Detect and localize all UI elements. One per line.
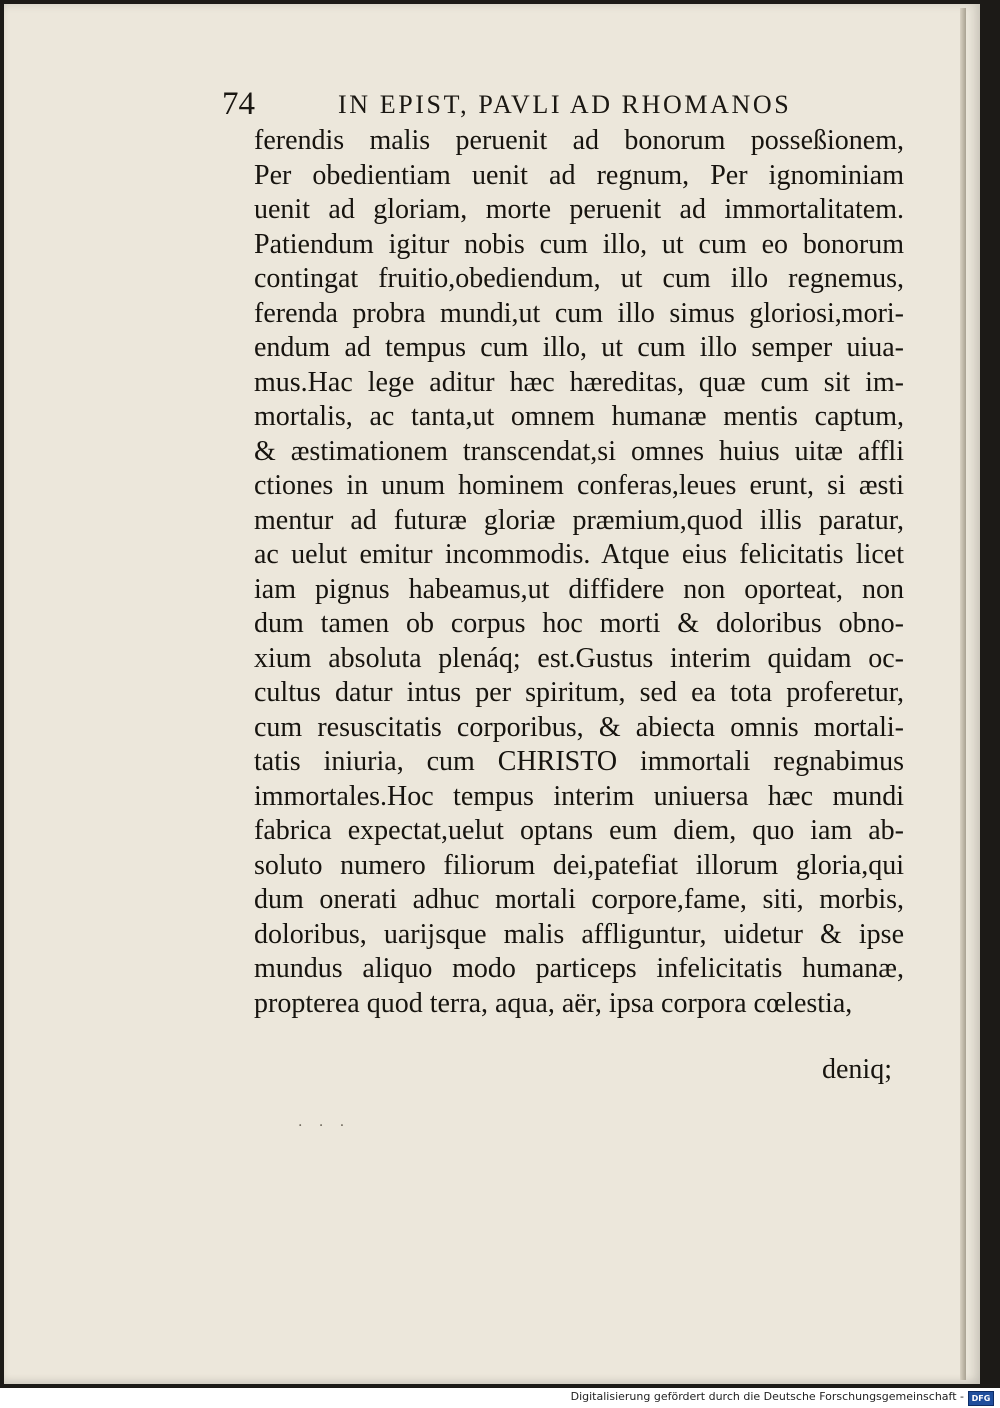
text-line: contingat fruitio,obediendum, ut cum illo regnemus,	[254, 263, 904, 294]
text-line: cum resuscitatis corporibus, & abiecta omnis mortali-	[254, 711, 904, 743]
text-line: endum ad tempus cum illo, ut cum illo semper uiua-	[254, 332, 904, 363]
body-text	[254, 124, 904, 1021]
text-line: Patiendum igitur nobis cum illo, ut cum eo bonorum	[254, 228, 904, 260]
page-edge	[960, 8, 966, 1380]
text-line: ferendis malis peruenit ad bonorum posseßionem,	[254, 125, 904, 156]
footer-bar	[0, 1388, 1000, 1408]
text-line: dum onerati adhuc mortali corpore,fame, siti, morbis,	[254, 884, 904, 915]
text-line: tatis iniuria, cum CHRISTO immortali regnabimus	[254, 746, 904, 777]
text-line: iam pignus habeamus,ut diffidere non oporteat, non	[254, 573, 904, 605]
text-line: doloribus, uarijsque malis affliguntur, uidetur & ipse	[254, 918, 904, 950]
text-line: fabrica expectat,uelut optans eum diem, quo iam ab-	[254, 815, 904, 846]
text-line: Per obedientiam uenit ad regnum, Per ignominiam	[254, 159, 904, 191]
text-line: ctiones in unum hominem conferas,leues erunt, si æsti	[254, 470, 904, 501]
text-line: mortalis, ac tanta,ut omnem humanæ mentis captum,	[254, 401, 904, 432]
ink-specks: · · ·	[298, 1118, 351, 1134]
text-line: mentur ad futuræ gloriæ præmium,quod illis paratur,	[254, 504, 904, 536]
text-line: cultus datur intus per spiritum, sed ea tota proferetur,	[254, 677, 904, 708]
text-line: uenit ad gloriam, morte peruenit ad immortalitatem.	[254, 194, 904, 225]
text-line: dum tamen ob corpus hoc morti & doloribus obno-	[254, 608, 904, 639]
text-line: soluto numero filiorum dei,patefiat illorum gloria,qui	[254, 849, 904, 881]
text-line: & æstimationem transcendat,si omnes huius uitæ affli	[254, 435, 904, 467]
footer-credit: Digitalisierung gefördert durch die Deutsche Forschungsgemeinschaft -	[570, 1390, 964, 1403]
running-head-title: IN EPIST, PAVLI AD RHOMANOS	[338, 90, 792, 119]
catchword: deniq;	[822, 1054, 892, 1085]
page-number: 74	[222, 86, 255, 122]
text-line: propterea quod terra, aqua, aër, ipsa corpora cœlestia,	[254, 987, 853, 1019]
dfg-logo: DFG	[968, 1391, 994, 1406]
text-line: ferenda probra mundi,ut cum illo simus gloriosi,mori-	[254, 297, 904, 329]
text-line: immortales.Hoc tempus interim uniuersa hæc mundi	[254, 780, 904, 812]
text-line: mundus aliquo modo particeps infelicitatis humanæ,	[254, 953, 904, 984]
text-line: ac uelut emitur incommodis. Atque eius felicitatis licet	[254, 539, 904, 570]
running-head	[222, 86, 862, 126]
text-line: xium absoluta plenáq; est.Gustus interim quidam oc-	[254, 642, 904, 674]
text-line: mus.Hac lege aditur hæc hæreditas, quæ cum sit im-	[254, 366, 904, 398]
